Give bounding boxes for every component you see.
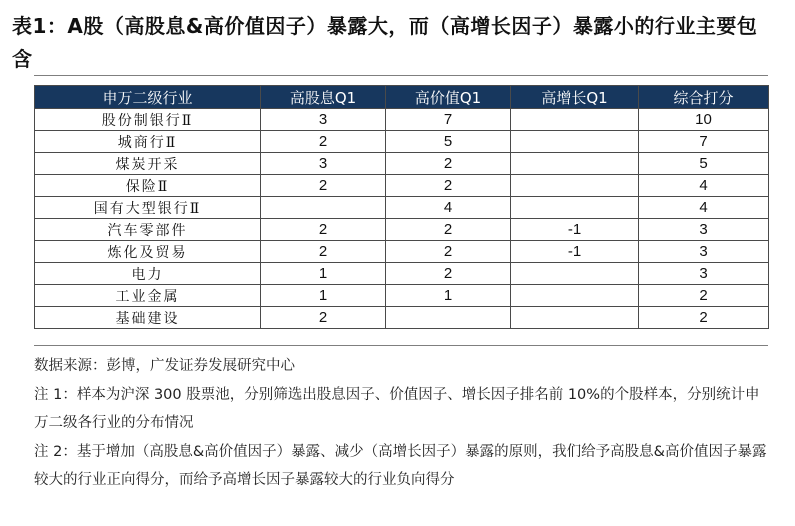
- industry-cell: 汽车零部件: [35, 219, 261, 241]
- industry-cell: 工业金属: [35, 285, 261, 307]
- score-cell: 3: [639, 241, 769, 263]
- score-cell: 2: [639, 285, 769, 307]
- header-industry: 申万二级行业: [35, 86, 261, 109]
- score-cell: 2: [639, 307, 769, 329]
- dividend-cell: 2: [261, 131, 386, 153]
- table-row: [35, 131, 769, 153]
- growth-cell: [511, 307, 639, 329]
- score-cell: 10: [639, 109, 769, 131]
- value-cell: 4: [386, 197, 511, 219]
- industry-cell: 保险Ⅱ: [35, 175, 261, 197]
- score-cell: 4: [639, 175, 769, 197]
- score-cell: 3: [639, 263, 769, 285]
- value-cell: 2: [386, 175, 511, 197]
- score-cell: 7: [639, 131, 769, 153]
- dividend-cell: 1: [261, 285, 386, 307]
- value-cell: 2: [386, 263, 511, 285]
- growth-cell: [511, 109, 639, 131]
- growth-cell: -1: [511, 219, 639, 241]
- table-row: [35, 153, 769, 175]
- dividend-cell: [261, 197, 386, 219]
- table-row: [35, 197, 769, 219]
- dividend-cell: 2: [261, 307, 386, 329]
- header-composite-score: 综合打分: [639, 86, 769, 109]
- value-cell: 7: [386, 109, 511, 131]
- table-header-row: [35, 86, 769, 109]
- title-divider: [34, 75, 768, 76]
- table-row: [35, 241, 769, 263]
- value-cell: 5: [386, 131, 511, 153]
- dividend-cell: 1: [261, 263, 386, 285]
- score-cell: 4: [639, 197, 769, 219]
- table-row: [35, 285, 769, 307]
- header-high-dividend: 高股息Q1: [261, 86, 386, 109]
- dividend-cell: 3: [261, 153, 386, 175]
- table-row: [35, 263, 769, 285]
- industry-factor-table: [34, 85, 769, 329]
- dividend-cell: 2: [261, 219, 386, 241]
- data-source-note: 数据来源：彭博，广发证券发展研究中心: [34, 358, 295, 374]
- industry-cell: 城商行Ⅱ: [35, 131, 261, 153]
- table-row: [35, 109, 769, 131]
- score-cell: 3: [639, 219, 769, 241]
- table-title: 表1：A股（高股息&高价值因子）暴露大，而（高增长因子）暴露小的行业主要包含: [12, 14, 758, 71]
- table-row: [35, 307, 769, 329]
- dividend-cell: 2: [261, 175, 386, 197]
- industry-cell: 股份制银行Ⅱ: [35, 109, 261, 131]
- dividend-cell: 2: [261, 241, 386, 263]
- header-high-value: 高价值Q1: [386, 86, 511, 109]
- industry-cell: 电力: [35, 263, 261, 285]
- growth-cell: [511, 285, 639, 307]
- note-1: 注 1：样本为沪深 300 股票池，分别筛选出股息因子、价值因子、增长因子排名前 10%的个股样本，分别统计申万二级各行业的分布情况: [34, 386, 760, 431]
- industry-cell: 煤炭开采: [35, 153, 261, 175]
- value-cell: 2: [386, 153, 511, 175]
- notes-divider: [34, 345, 768, 346]
- industry-cell: 基础建设: [35, 307, 261, 329]
- industry-cell: 国有大型银行Ⅱ: [35, 197, 261, 219]
- score-cell: 5: [639, 153, 769, 175]
- dividend-cell: 3: [261, 109, 386, 131]
- table-row: [35, 175, 769, 197]
- notes-section: [34, 352, 774, 495]
- growth-cell: [511, 197, 639, 219]
- header-high-growth: 高增长Q1: [511, 86, 639, 109]
- growth-cell: [511, 131, 639, 153]
- growth-cell: [511, 153, 639, 175]
- value-cell: 1: [386, 285, 511, 307]
- growth-cell: -1: [511, 241, 639, 263]
- growth-cell: [511, 175, 639, 197]
- value-cell: [386, 307, 511, 329]
- growth-cell: [511, 263, 639, 285]
- table-row: [35, 219, 769, 241]
- value-cell: 2: [386, 219, 511, 241]
- note-2: 注 2：基于增加（高股息&高价值因子）暴露、减少（高增长因子）暴露的原则，我们给予高股息&高价值因子暴露较大的行业正向得分，而给予高增长因子暴露较大的行业负向得分: [34, 443, 767, 488]
- value-cell: 2: [386, 241, 511, 263]
- industry-cell: 炼化及贸易: [35, 241, 261, 263]
